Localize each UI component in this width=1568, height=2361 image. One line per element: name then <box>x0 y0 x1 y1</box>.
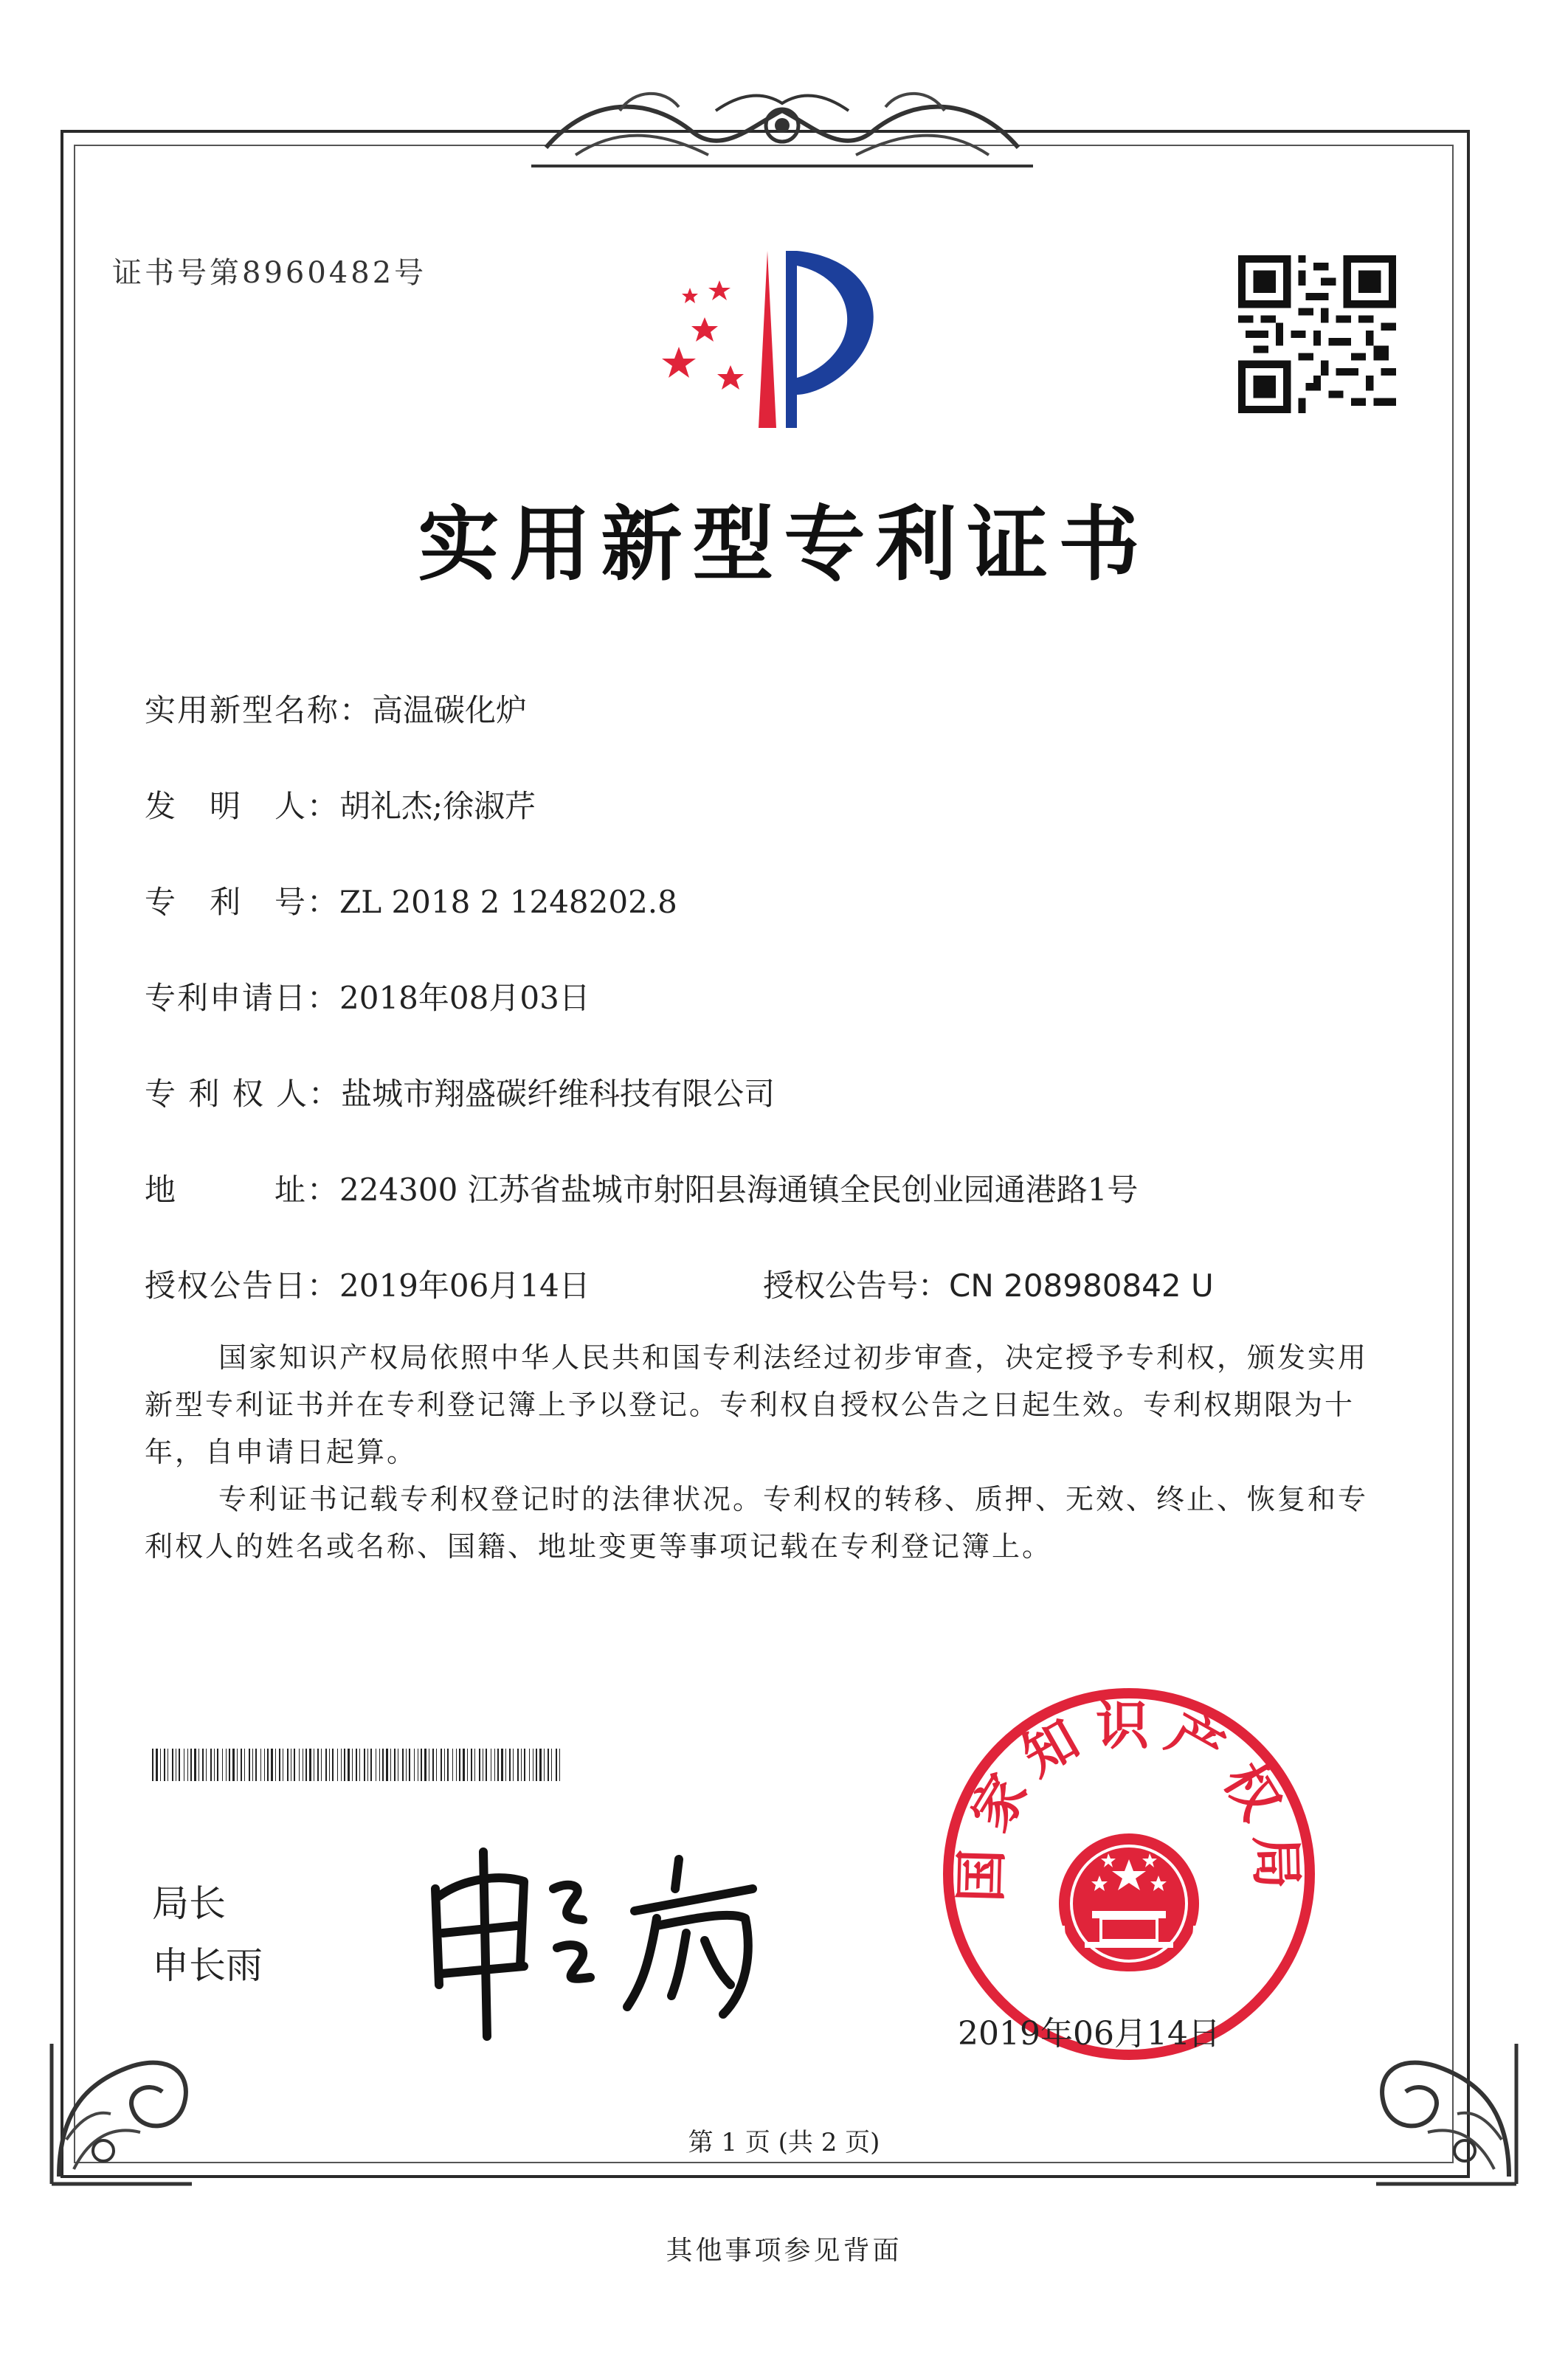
barcode-bar <box>190 1749 192 1781</box>
barcode-bar <box>402 1749 404 1781</box>
barcode-bar <box>424 1749 426 1781</box>
barcode-bar <box>179 1749 180 1781</box>
field-label: 授权公告号： <box>763 1268 950 1304</box>
barcode-bar <box>249 1749 250 1781</box>
barcode-bar <box>444 1749 445 1781</box>
director-name: 申长雨 <box>152 1944 263 1987</box>
barcode-bar <box>497 1749 499 1781</box>
barcode-bar <box>447 1749 449 1781</box>
barcode-bar <box>551 1749 552 1781</box>
barcode-bar <box>332 1749 334 1781</box>
barcode-bar <box>241 1749 242 1781</box>
field-grant-announcement-date <box>145 1262 590 1306</box>
barcode-bar <box>459 1749 460 1781</box>
barcode-bar <box>467 1749 468 1781</box>
field-label: 地 址： <box>145 1172 340 1208</box>
cnipa-logo-icon <box>649 236 908 435</box>
field-value: ZL 2018 2 1248202.8 <box>339 884 677 920</box>
barcode-bar <box>187 1749 188 1781</box>
barcode-bar <box>210 1749 212 1781</box>
field-label: 发 明 人： <box>145 788 340 824</box>
barcode-bar <box>382 1749 384 1781</box>
seal-text: 国家知识产权局 <box>949 1694 1309 1904</box>
barcode-bar <box>287 1749 289 1781</box>
barcode-bar <box>152 1749 153 1781</box>
barcode-bar <box>321 1749 322 1781</box>
field-inventors <box>145 782 536 826</box>
bottom-note: 其他事项参见背面 <box>666 2236 902 2266</box>
field-value: 胡礼杰;徐淑芹 <box>339 788 536 824</box>
barcode <box>152 1749 565 1781</box>
barcode-bar <box>436 1749 437 1781</box>
field-application-date <box>145 974 590 1018</box>
field-value: CN 208980842 U <box>949 1268 1214 1304</box>
barcode-bar <box>341 1749 342 1781</box>
barcode-bar <box>356 1749 357 1781</box>
barcode-bar <box>521 1749 522 1781</box>
barcode-bar <box>394 1749 396 1781</box>
barcode-bar <box>222 1749 223 1781</box>
field-grant-announcement-number <box>763 1262 1214 1306</box>
field-address <box>145 1166 1138 1210</box>
barcode-bar <box>214 1749 215 1781</box>
barcode-bar <box>386 1749 388 1781</box>
barcode-bar <box>505 1749 506 1781</box>
barcode-bar <box>548 1749 549 1781</box>
barcode-bar <box>556 1749 557 1781</box>
barcode-bar <box>348 1749 350 1781</box>
field-patentee <box>145 1070 775 1114</box>
barcode-bar <box>479 1749 480 1781</box>
barcode-bar <box>164 1749 165 1781</box>
field-patent-number <box>145 878 677 922</box>
barcode-bar <box>244 1749 245 1781</box>
barcode-bar <box>509 1749 511 1781</box>
qr-code <box>1238 255 1396 413</box>
barcode-bar <box>226 1749 227 1781</box>
barcode-bar <box>359 1749 360 1781</box>
barcode-bar <box>544 1749 545 1781</box>
barcode-bar <box>370 1749 372 1781</box>
barcode-bar <box>559 1749 560 1781</box>
director-title: 局长 <box>152 1882 226 1925</box>
barcode-bar <box>409 1749 410 1781</box>
top-dragon-ornament <box>531 81 1033 177</box>
barcode-bar <box>529 1749 530 1781</box>
field-value: 224300 江苏省盐城市射阳县海通镇全民创业园通港路1号 <box>339 1172 1139 1208</box>
field-utility-model-name <box>145 686 527 730</box>
barcode-bar <box>494 1749 495 1781</box>
body-paragraph-1: 国家知识产权局依照中华人民共和国专利法经过初步审查，决定授予专利权，颁发实用新型专利证书并在专利登记簿上予以登记。专利权自授权公告之日起生效。专利权期限为十年，自申请日起算。 <box>145 1341 1369 1468</box>
barcode-bar <box>198 1749 199 1781</box>
field-label: 专 利 号： <box>145 884 340 920</box>
barcode-bar <box>379 1749 380 1781</box>
body-paragraph-2: 专利证书记载专利权登记时的法律状况。专利权的转移、质押、无效、终止、恢复和专利权人的姓名或名称、国籍、地址变更等事项记载在专利登记簿上。 <box>145 1483 1369 1563</box>
barcode-bar <box>279 1749 280 1781</box>
barcode-bar <box>539 1749 542 1781</box>
barcode-bar <box>160 1749 161 1781</box>
barcode-bar <box>452 1749 453 1781</box>
barcode-bar <box>275 1749 276 1781</box>
barcode-bar <box>232 1749 235 1781</box>
barcode-bar <box>501 1749 503 1781</box>
barcode-bar <box>344 1749 345 1781</box>
field-value: 2018年08月03日 <box>339 980 590 1016</box>
barcode-bar <box>456 1749 457 1781</box>
field-label: 授权公告日： <box>145 1268 340 1304</box>
barcode-bar <box>267 1749 269 1781</box>
barcode-bar <box>432 1749 434 1781</box>
barcode-bar <box>206 1749 207 1781</box>
barcode-bar <box>217 1749 218 1781</box>
barcode-bar <box>294 1749 295 1781</box>
barcode-bar <box>524 1749 525 1781</box>
barcode-bar <box>299 1749 300 1781</box>
barcode-bar <box>260 1749 261 1781</box>
barcode-bar <box>167 1749 168 1781</box>
field-value: 2019年06月14日 <box>339 1268 590 1304</box>
barcode-bar <box>390 1749 391 1781</box>
barcode-bar <box>255 1749 257 1781</box>
barcode-bar <box>414 1749 415 1781</box>
barcode-bar <box>172 1749 173 1781</box>
director-signature <box>413 1837 797 2044</box>
barcode-bar <box>156 1749 158 1781</box>
barcode-bar <box>517 1749 519 1781</box>
barcode-bar <box>202 1749 204 1781</box>
page-info: 第 1 页 (共 2 页) <box>688 2128 880 2157</box>
barcode-bar <box>264 1749 265 1781</box>
barcode-bar <box>536 1749 537 1781</box>
barcode-bar <box>229 1749 230 1781</box>
barcode-bar <box>364 1749 365 1781</box>
barcode-bar <box>421 1749 422 1781</box>
field-label: 专利申请日： <box>145 980 340 1016</box>
field-label: 实用新型名称： <box>145 692 373 728</box>
barcode-bar <box>271 1749 273 1781</box>
barcode-bar <box>305 1749 307 1781</box>
field-value: 高温碳化炉 <box>372 692 528 728</box>
barcode-bar <box>352 1749 353 1781</box>
barcode-bar <box>237 1749 238 1781</box>
seal-date: 2019年06月14日 <box>958 2015 1220 2053</box>
barcode-bar <box>252 1749 253 1781</box>
barcode-bar <box>474 1749 475 1781</box>
barcode-bar <box>486 1749 487 1781</box>
barcode-bar <box>309 1749 311 1781</box>
barcode-bar <box>513 1749 514 1781</box>
barcode-bar <box>463 1749 465 1781</box>
certificate-number: 证书号第8960482号 <box>112 256 427 290</box>
bottom-right-ornament <box>1354 2022 1524 2191</box>
field-value: 盐城市翔盛碳纤维科技有限公司 <box>341 1076 776 1112</box>
barcode-bar <box>337 1749 338 1781</box>
barcode-bar <box>329 1749 330 1781</box>
bottom-left-ornament <box>44 2022 214 2191</box>
barcode-bar <box>471 1749 472 1781</box>
certificate-title: 实用新型专利证书 <box>418 497 1150 592</box>
barcode-bar <box>367 1749 368 1781</box>
barcode-bar <box>194 1749 196 1781</box>
barcode-bar <box>317 1749 319 1781</box>
field-label: 专 利 权 人： <box>145 1076 342 1112</box>
barcode-bar <box>406 1749 407 1781</box>
barcode-bar <box>325 1749 327 1781</box>
barcode-bar <box>441 1749 442 1781</box>
